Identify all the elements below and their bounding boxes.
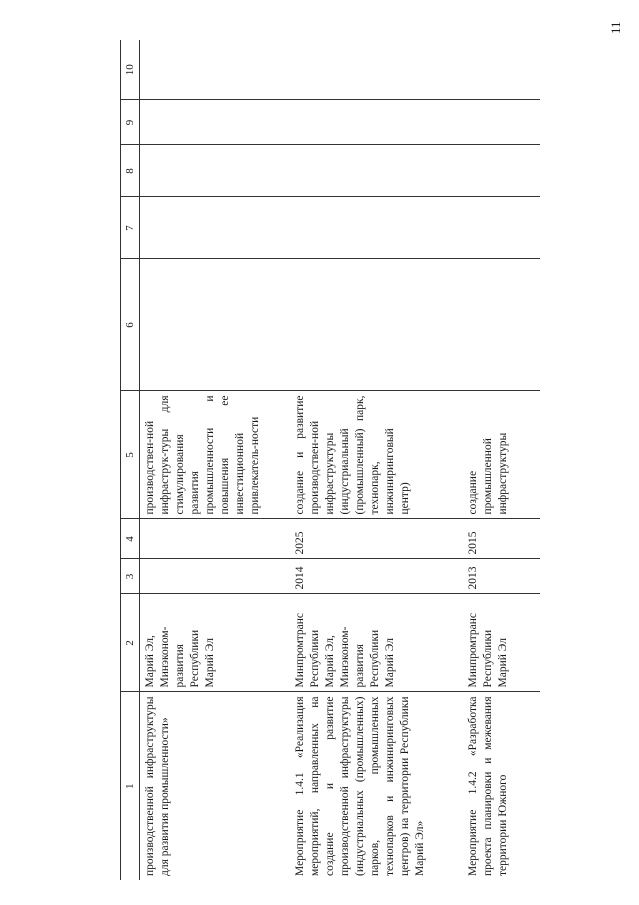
executor-cell: Минпромтранс Республики Марий Эл	[463, 594, 540, 692]
col7-cell	[140, 197, 291, 259]
header-cell-6: 6	[121, 259, 140, 391]
start-year-cell: 2013	[463, 559, 540, 594]
col10-cell	[290, 40, 463, 100]
result-cell: создание и развитие производствен-ной инфраструктуры (индустриальный (промышленный) парк, технопарк, инжиниринговый центр)	[290, 391, 463, 519]
page-number: 11	[608, 21, 623, 34]
result-cell: производствен-ной инфраструк-туры для стимулирования развития промышленности и повышения ее инвестиционной привлекатель-ности	[140, 391, 291, 519]
end-year-cell	[140, 519, 291, 559]
rotated-page	[120, 40, 515, 880]
header-cell-9: 9	[121, 100, 140, 145]
col8-cell	[463, 145, 540, 197]
table-row	[290, 40, 463, 880]
header-cell-3: 3	[121, 559, 140, 594]
col7-cell	[463, 197, 540, 259]
col6-cell	[140, 259, 291, 391]
col6-cell	[463, 259, 540, 391]
end-year-cell: 2015	[463, 519, 540, 559]
header-cell-10: 10	[121, 40, 140, 100]
header-cell-4: 4	[121, 519, 140, 559]
header-cell-8: 8	[121, 145, 140, 197]
measure-name-cell: Мероприятие 1.4.1 «Реализация мероприятий, направленных на создание и развитие производственной инфраструктуры (индустриальных (промышленных) парков, промышленных технопарков и инжиниринговых центров) на территории Республики Марий Эл»	[294, 696, 426, 876]
measures-table	[120, 40, 540, 880]
header-cell-1: 1	[121, 692, 140, 880]
result-cell: создание промышленной инфраструктуры	[463, 391, 540, 519]
table-row	[463, 40, 540, 880]
col6-cell	[290, 259, 463, 391]
col9-cell	[463, 100, 540, 145]
header-cell-2: 2	[121, 594, 140, 692]
measure-name-cell: Мероприятие 1.4.2 «Разработка проекта планировки и межевания территории Южного	[467, 696, 510, 876]
header-row	[121, 40, 140, 880]
start-year-cell: 2014	[290, 559, 463, 594]
col10-cell	[463, 40, 540, 100]
header-cell-5: 5	[121, 391, 140, 519]
col7-cell	[290, 197, 463, 259]
executor-cell: Минпромтранс Республики Марий Эл, Минэконом-развития Республики Марий Эл	[290, 594, 463, 692]
col8-cell	[140, 145, 291, 197]
header-cell-7: 7	[121, 197, 140, 259]
col9-cell	[290, 100, 463, 145]
end-year-cell: 2025	[290, 519, 463, 559]
col9-cell	[140, 100, 291, 145]
table-row	[140, 40, 291, 880]
start-year-cell	[140, 559, 291, 594]
measure-name-cell: производственной инфраструктуры для развития промышленности»	[144, 696, 172, 876]
col10-cell	[140, 40, 291, 100]
col8-cell	[290, 145, 463, 197]
executor-cell: Марий Эл, Минэконом-развития Республики Марий Эл	[140, 594, 291, 692]
